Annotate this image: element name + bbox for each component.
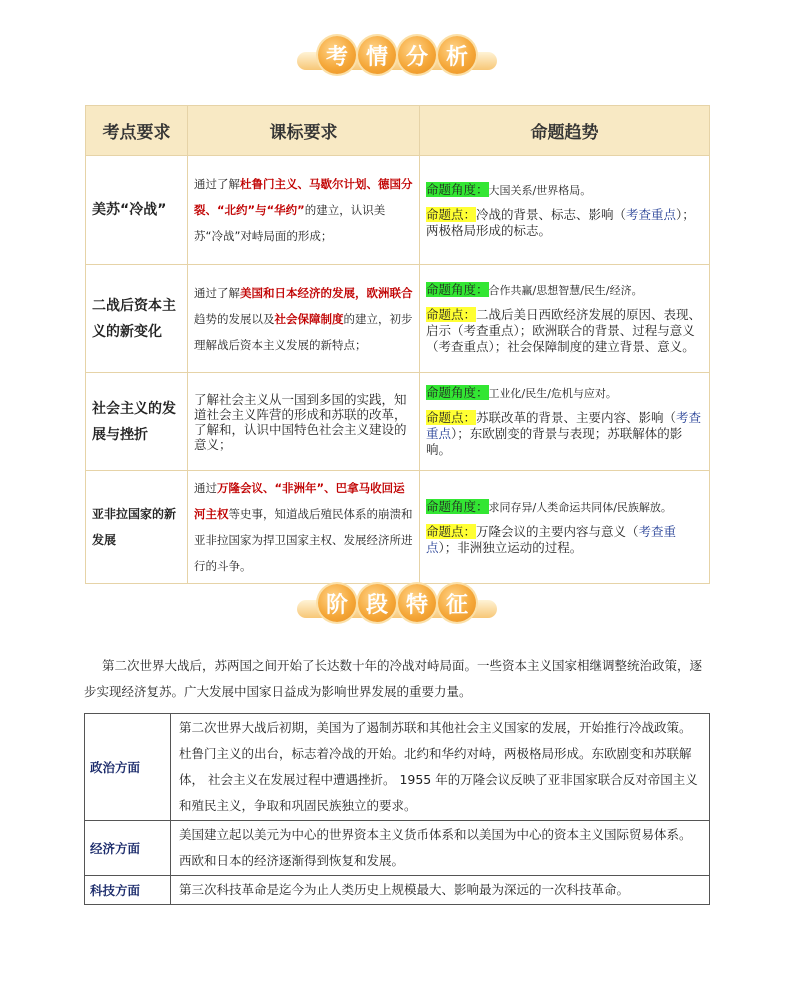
table-header-row (86, 106, 710, 156)
text-segment: 苏联改革的背景、主要内容、影响（ (476, 410, 677, 425)
exam-point: 美苏“冷战” (86, 156, 188, 265)
text-segment: 等史事，知道战后殖民体系的崩溃和亚非拉国家为捍卫国家主权、发展经济所进行的斗争。 (194, 507, 413, 573)
key-term: 杜鲁门主义、马歇尔计划、德国分裂、“北约”与“华约” (194, 177, 413, 217)
banner-char: 析 (438, 36, 476, 74)
aspect-text: 美国建立起以美元为中心的世界资本主义货币体系和以美国为中心的资本主义国际贸易体系。西欧和日本的经济逐渐得到恢复和发展。 (171, 821, 710, 876)
aspect-text: 第二次世界大战后初期，美国为了遏制苏联和其他社会主义国家的发展，开始推行冷战政策。杜鲁门主义的出台，标志着冷战的开始。北约和华约对峙，两极格局形成。东欧剧变和苏联解体， 社会主义在发展过程中遭遇挫折。 1955 年的万隆会议反映了亚非国家联合反对帝国主义和殖民主义，争取和巩固民族独立的要求。 (171, 714, 710, 821)
banner-char: 征 (438, 584, 476, 622)
header-cell: 课标要求 (188, 106, 420, 156)
curriculum-requirement (188, 373, 420, 471)
text-segment: 通过了解 (194, 177, 240, 191)
focus-tag: 考查重点 (426, 410, 702, 441)
banner-char: 阶 (318, 584, 356, 622)
angle-label: 命题角度： (426, 282, 489, 297)
header-cell: 命题趋势 (420, 106, 710, 156)
trend-cell (420, 471, 710, 584)
table-row (85, 821, 710, 876)
text-segment: 二战后美日西欧经济发展的原因、表现、启示（考查重点）；欧洲联合的背景、过程与意义（考查重点）；社会保障制度的建立背景、意义。 (426, 307, 702, 354)
section-banner-stage (0, 584, 794, 622)
curriculum-requirement (188, 156, 420, 265)
aspect-label: 经济方面 (85, 821, 171, 876)
table-row (85, 876, 710, 905)
aspect-label: 政治方面 (85, 714, 171, 821)
section-banner-analysis (0, 36, 794, 74)
angle-text: 合作共赢/思想智慧/民生/经济。 (488, 284, 643, 297)
focus-tag: 考查重点 (626, 206, 677, 222)
text-segment: 了解社会主义从一国到多国的实践，知道社会主义阵营的形成和苏联的改革，了解和，认识中国特色社会主义建设的意义； (194, 391, 407, 452)
key-term: 社会保障制度 (274, 311, 344, 326)
text-segment: ）；东欧剧变的背景与表现；苏联解体的影响。 (426, 426, 683, 457)
key-term: 美国和日本经济的发展，欧洲联合 (240, 285, 413, 300)
text-segment: 通过 (194, 481, 217, 495)
text-segment: 冷战的背景、标志、影响（ (476, 206, 627, 222)
banner-char: 段 (358, 584, 396, 622)
angle-text: 求同存异/人类命运共同体/民族解放。 (488, 500, 672, 514)
focus-tag: 考查重点 (426, 523, 677, 555)
table-row (86, 156, 710, 265)
table-row (85, 714, 710, 821)
text-segment: 的建立，初步理解战后资本主义发展的新特点； (194, 311, 413, 352)
focus-label: 命题点： (426, 206, 477, 222)
stage-features-table (84, 713, 710, 905)
table-row (86, 265, 710, 373)
text-segment: 的建立，认识美苏“冷战”对峙局面的形成； (194, 203, 386, 243)
angle-text: 大国关系/世界格局。 (488, 183, 592, 197)
angle-text: 工业化/民生/危机与应对。 (488, 387, 617, 400)
angle-label: 命题角度： (426, 498, 489, 514)
key-term: 万隆会议、“非洲年”、巴拿马收回运河主权 (194, 481, 405, 521)
curriculum-requirement (188, 471, 420, 584)
angle-label: 命题角度： (426, 181, 489, 197)
angle-label: 命题角度： (426, 385, 489, 400)
exam-point: 二战后资本主义的新变化 (86, 265, 188, 373)
banner-char: 考 (318, 36, 356, 74)
banner-char: 特 (398, 584, 436, 622)
stage-intro-paragraph: 第二次世界大战后，苏两国之间开始了长达数十年的冷战对峙局面。一些资本主义国家相继调整统治政策，逐步实现经济复苏。广大发展中国家日益成为影响世界发展的重要力量。 (84, 658, 703, 699)
trend-cell (420, 373, 710, 471)
curriculum-requirement (188, 265, 420, 373)
trend-cell (420, 265, 710, 373)
exam-analysis-table (85, 105, 710, 584)
focus-label: 命题点： (426, 307, 477, 322)
table-row (86, 471, 710, 584)
banner-char: 分 (398, 36, 436, 74)
focus-label: 命题点： (426, 410, 477, 425)
aspect-text: 第三次科技革命是迄今为止人类历史上规模最大、影响最为深远的一次科技革命。 (171, 876, 710, 905)
trend-cell (420, 156, 710, 265)
text-segment: 通过了解 (194, 285, 240, 300)
text-segment: 趋势的发展以及 (194, 311, 275, 326)
exam-point: 社会主义的发展与挫折 (86, 373, 188, 471)
focus-label: 命题点： (426, 523, 477, 539)
table-row (86, 373, 710, 471)
aspect-label: 科技方面 (85, 876, 171, 905)
text-segment: 万隆会议的主要内容与意义（ (476, 523, 639, 539)
text-segment: ）；两极格局形成的标志。 (426, 206, 695, 238)
text-segment: ）；非洲独立运动的过程。 (438, 539, 583, 555)
banner-char: 情 (358, 36, 396, 74)
header-cell: 考点要求 (86, 106, 188, 156)
exam-point: 亚非拉国家的新发展 (86, 471, 188, 584)
